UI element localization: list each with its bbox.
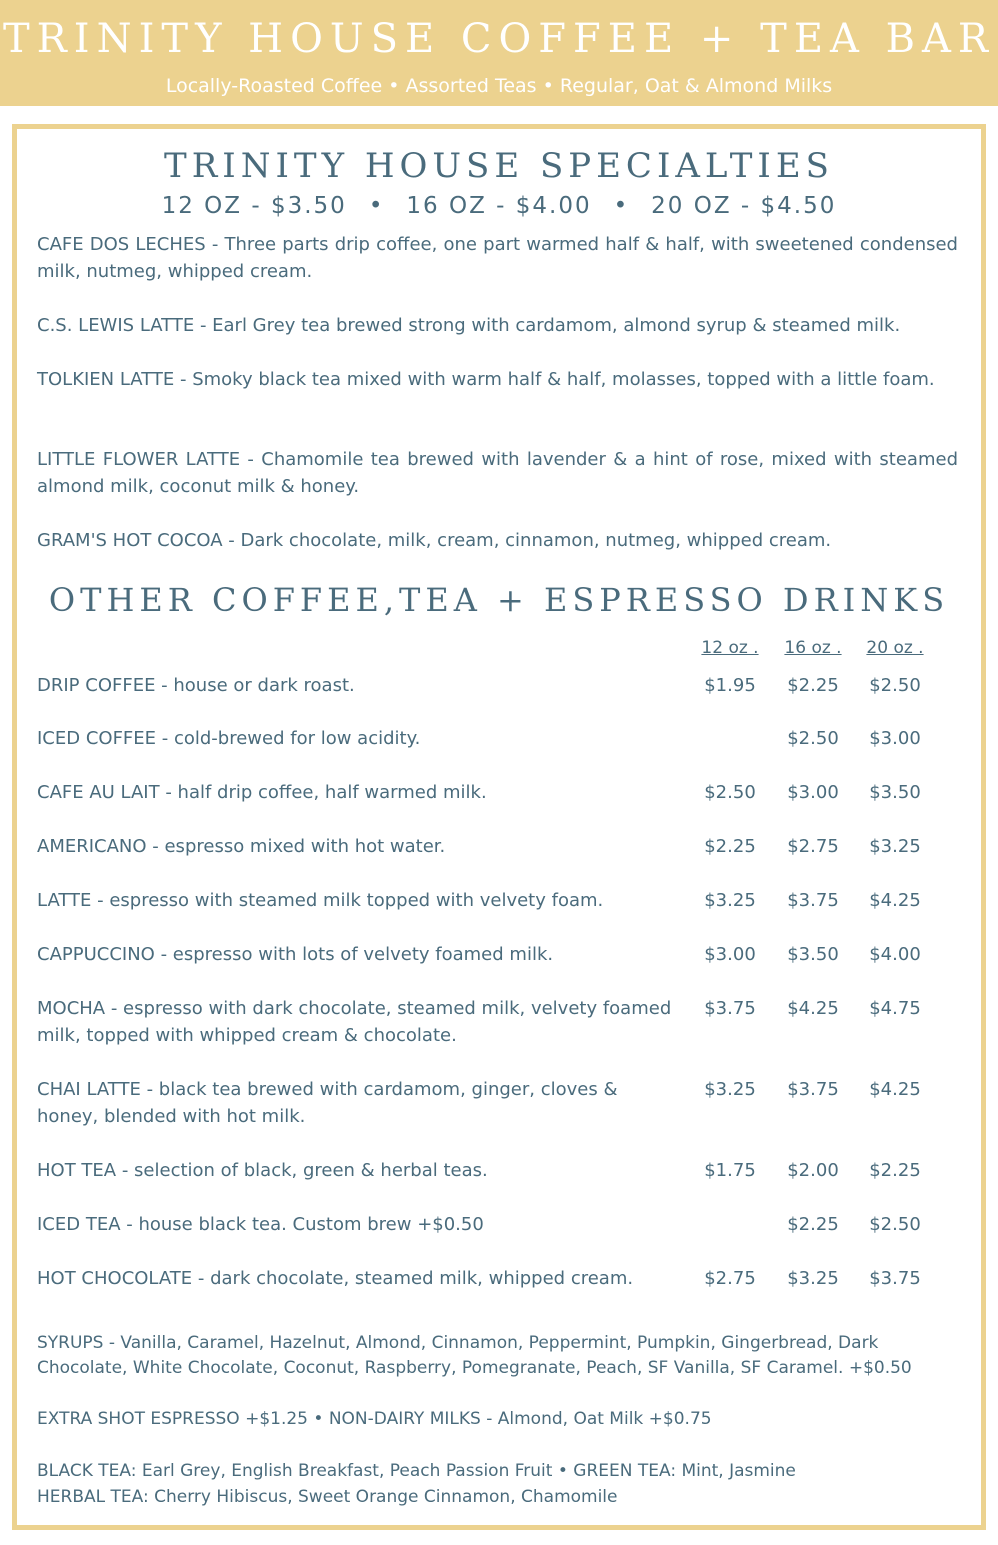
- specialty-item: CAFE DOS LECHES - Three parts drip coffee, one part warmed half & half, with sweetened condensed milk, nutmeg, whipped cream.: [37, 234, 958, 282]
- price-20oz: $3.50: [869, 782, 921, 803]
- column-header-12oz: 12 oz .: [701, 638, 759, 658]
- drink-row: [37, 672, 958, 732]
- size-12oz: 12 OZ - $3.50: [161, 193, 347, 219]
- price-16oz: $2.25: [787, 1214, 839, 1235]
- price-20oz: $2.50: [869, 675, 921, 696]
- drink-description: ICED TEA - house black tea. Custom brew +$0.50: [37, 1214, 484, 1235]
- drink-description: ICED COFFEE - cold-brewed for low acidity.: [37, 728, 421, 749]
- price-16oz: $3.75: [787, 1079, 839, 1100]
- specialties-title: TRINITY HOUSE SPECIALTIES: [164, 146, 834, 186]
- drink-description: CAPPUCCINO - espresso with lots of velvety foamed milk.: [37, 944, 554, 965]
- price-20oz: $3.00: [869, 728, 921, 749]
- price-12oz: $3.25: [704, 1079, 756, 1100]
- price-16oz: $4.25: [787, 998, 839, 1019]
- drink-row: [37, 833, 958, 893]
- drink-description: HOT TEA - selection of black, green & herbal teas.: [37, 1160, 488, 1181]
- specialty-item: C.S. LEWIS LATTE - Earl Grey tea brewed strong with cardamom, almond syrup & steamed milk.: [37, 315, 901, 336]
- drink-row: [37, 779, 958, 839]
- specialties-sizes: [0, 190, 998, 222]
- price-20oz: $4.25: [869, 890, 921, 911]
- drink-row: [37, 1211, 958, 1271]
- price-16oz: $3.50: [787, 944, 839, 965]
- addons-line: EXTRA SHOT ESPRESSO +$1.25 • NON-DAIRY MILKS - Almond, Oat Milk +$0.75: [37, 1409, 712, 1429]
- specialty-item: TOLKIEN LATTE - Smoky black tea mixed with warm half & half, molasses, topped with a little foam.: [37, 369, 935, 390]
- drink-description: CHAI LATTE - black tea brewed with cardamom, ginger, cloves & honey, blended with hot milk.: [37, 1079, 618, 1127]
- price-12oz: $3.00: [704, 944, 756, 965]
- shop-subtitle: Locally-Roasted Coffee • Assorted Teas • Regular, Oat & Almond Milks: [165, 75, 833, 97]
- drink-row: [37, 725, 958, 785]
- price-20oz: $2.50: [869, 1214, 921, 1235]
- drink-description: HOT CHOCOLATE - dark chocolate, steamed milk, whipped cream.: [37, 1268, 634, 1289]
- price-20oz: $3.25: [869, 836, 921, 857]
- drink-description: CAFE AU LAIT - half drip coffee, half warmed milk.: [37, 782, 487, 803]
- drink-description: AMERICANO - espresso mixed with hot water.: [37, 836, 446, 857]
- price-12oz: $2.50: [704, 782, 756, 803]
- price-16oz: $3.00: [787, 782, 839, 803]
- column-header-20oz: 20 oz .: [866, 638, 924, 658]
- price-16oz: $2.25: [787, 675, 839, 696]
- price-12oz: $3.75: [704, 998, 756, 1019]
- price-20oz: $2.25: [869, 1160, 921, 1181]
- drink-row: [37, 1265, 958, 1325]
- size-16oz: 16 OZ - $4.00: [406, 193, 592, 219]
- drink-description: MOCHA - espresso with dark chocolate, steamed milk, velvety foamed milk, topped with whipped cream & chocolate.: [37, 998, 672, 1046]
- drink-row: [37, 1076, 958, 1136]
- specialty-item: GRAM'S HOT COCOA - Dark chocolate, milk, cream, cinnamon, nutmeg, whipped cream.: [37, 530, 832, 551]
- drink-row: [37, 941, 958, 1001]
- specialty-item: LITTLE FLOWER LATTE - Chamomile tea brewed with lavender & a hint of rose, mixed with steamed almond milk, coconut milk & honey.: [37, 449, 958, 497]
- price-16oz: $2.50: [787, 728, 839, 749]
- column-header-16oz: 16 oz .: [784, 638, 842, 658]
- teas-line-2: HERBAL TEA: Cherry Hibiscus, Sweet Orange Cinnamon, Chamomile: [37, 1487, 618, 1507]
- other-drinks-title: OTHER COFFEE,TEA + ESPRESSO DRINKS: [48, 581, 950, 619]
- price-20oz: $4.75: [869, 998, 921, 1019]
- price-20oz: $4.25: [869, 1079, 921, 1100]
- size-separator: •: [613, 193, 630, 219]
- drink-description: DRIP COFFEE - house or dark roast.: [37, 675, 355, 696]
- price-12oz: $2.75: [704, 1268, 756, 1289]
- price-16oz: $2.00: [787, 1160, 839, 1181]
- price-16oz: $3.75: [787, 890, 839, 911]
- size-column-headers: [37, 636, 958, 662]
- teas-line-1: BLACK TEA: Earl Grey, English Breakfast, Peach Passion Fruit • GREEN TEA: Mint, Jasmine: [37, 1461, 796, 1481]
- drink-row: [37, 1157, 958, 1217]
- price-20oz: $3.75: [869, 1268, 921, 1289]
- price-20oz: $4.00: [869, 944, 921, 965]
- syrups-line-1: SYRUPS - Vanilla, Caramel, Hazelnut, Almond, Cinnamon, Peppermint, Pumpkin, Gingerbread, Dark: [37, 1333, 879, 1353]
- size-20oz: 20 OZ - $4.50: [651, 193, 837, 219]
- drink-row: [37, 887, 958, 947]
- price-12oz: $2.25: [704, 836, 756, 857]
- drink-description: LATTE - espresso with steamed milk topped with velvety foam.: [37, 890, 604, 911]
- shop-title: TRINITY HOUSE COFFEE + TEA BAR: [2, 16, 996, 62]
- price-12oz: $3.25: [704, 890, 756, 911]
- syrups-line-2: Chocolate, White Chocolate, Coconut, Raspberry, Pomegranate, Peach, SF Vanilla, SF Caramel. +$0.50: [37, 1358, 912, 1378]
- price-12oz: $1.95: [704, 675, 756, 696]
- price-12oz: $1.75: [704, 1160, 756, 1181]
- price-16oz: $3.25: [787, 1268, 839, 1289]
- drink-row: [37, 995, 958, 1055]
- size-separator: •: [368, 193, 385, 219]
- price-16oz: $2.75: [787, 836, 839, 857]
- header-banner: [0, 0, 998, 106]
